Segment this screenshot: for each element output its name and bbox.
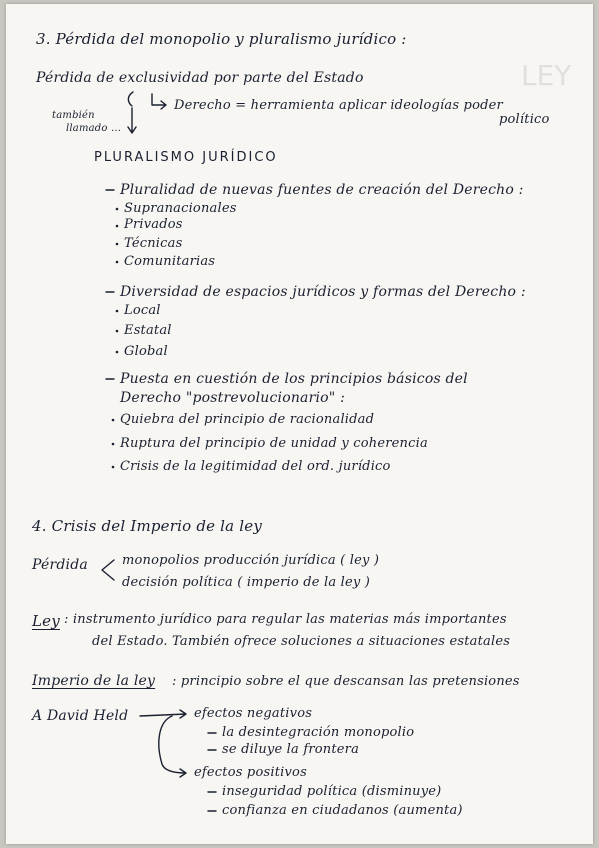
group-3-title: Puesta en cuestión de los principios básicos del — [120, 371, 468, 387]
ley-definition-line-1: : instrumento jurídico para regular las materias más importantes — [64, 612, 507, 627]
derecho-herramienta-line: Derecho = herramienta aplicar ideologías poder — [174, 98, 503, 113]
group-3-item: Quiebra del principio de racionalidad — [120, 412, 375, 427]
efectos-negativos-label: efectos negativos — [194, 706, 313, 721]
bullet-dot — [116, 243, 119, 246]
group-3-item: Crisis de la legitimidad del ord. jurídico — [120, 459, 391, 474]
positivo-item: inseguridad política (disminuye) — [222, 784, 442, 799]
held-branch — [159, 716, 186, 777]
side-note-llamado: llamado ... — [66, 123, 122, 134]
group-1-item: Privados — [124, 217, 183, 232]
brace-mark — [128, 92, 133, 106]
bullet-dot — [112, 419, 115, 422]
bullet-dot — [116, 261, 119, 264]
perdida-item: monopolios producción jurídica ( ley ) — [122, 553, 380, 568]
bullet-dot — [116, 225, 119, 228]
group-2-item: Local — [124, 303, 161, 318]
pluralismo-subtitle: PLURALISMO JURÍDICO — [94, 150, 278, 165]
group-2-item: Estatal — [124, 323, 172, 338]
bleed-through-mark: LEY — [521, 59, 572, 92]
hook-arrow — [152, 94, 166, 109]
ley-term: Ley — [32, 612, 60, 630]
down-arrow — [128, 108, 136, 133]
bullet-dot — [116, 351, 119, 354]
derecho-herramienta-line-cont: político — [499, 112, 550, 127]
section-3-heading: 3. Pérdida del monopolio y pluralismo jurídico : — [36, 30, 407, 48]
bullet-dot — [112, 443, 115, 446]
imperio-definition: : principio sobre el que descansan las pretensiones — [172, 674, 520, 689]
negativo-item: se diluye la frontera — [222, 742, 360, 757]
group-2-title: Diversidad de espacios jurídicos y formas del Derecho : — [120, 284, 526, 300]
ley-definition-line-2: del Estado. También ofrece soluciones a situaciones estatales — [92, 634, 511, 649]
positivo-item: confianza en ciudadanos (aumenta) — [222, 803, 463, 818]
imperio-term: Imperio de la ley — [32, 673, 156, 689]
david-held-label: A David Held — [32, 708, 129, 724]
group-1-item: Supranacionales — [124, 201, 237, 216]
group-3-item: Ruptura del principio de unidad y coherencia — [120, 436, 428, 451]
group-3-title-cont: Derecho "postrevolucionario" : — [120, 390, 345, 406]
perdida-label: Pérdida — [32, 557, 88, 573]
ink-strokes — [6, 4, 593, 844]
group-2-item: Global — [124, 344, 168, 359]
perdida-item: decisión política ( imperio de la ley ) — [122, 575, 371, 590]
group-1-title: Pluralidad de nuevas fuentes de creación del Derecho : — [120, 182, 524, 198]
negativo-item: la desintegración monopolio — [222, 725, 415, 740]
bullet-dot — [116, 330, 119, 333]
exclusividad-line: Pérdida de exclusividad por parte del Estado — [36, 70, 364, 86]
group-1-item: Técnicas — [124, 236, 183, 251]
held-arrow-top — [140, 710, 186, 718]
group-1-item: Comunitarias — [124, 254, 216, 269]
notebook-page — [6, 4, 593, 844]
side-note-tambien: también — [52, 110, 95, 121]
bullet-dot — [116, 208, 119, 211]
bullet-dot — [116, 310, 119, 313]
efectos-positivos-label: efectos positivos — [194, 765, 307, 780]
bullet-dot — [112, 466, 115, 469]
perdida-bracket — [102, 560, 114, 580]
section-4-heading: 4. Crisis del Imperio de la ley — [32, 517, 263, 535]
